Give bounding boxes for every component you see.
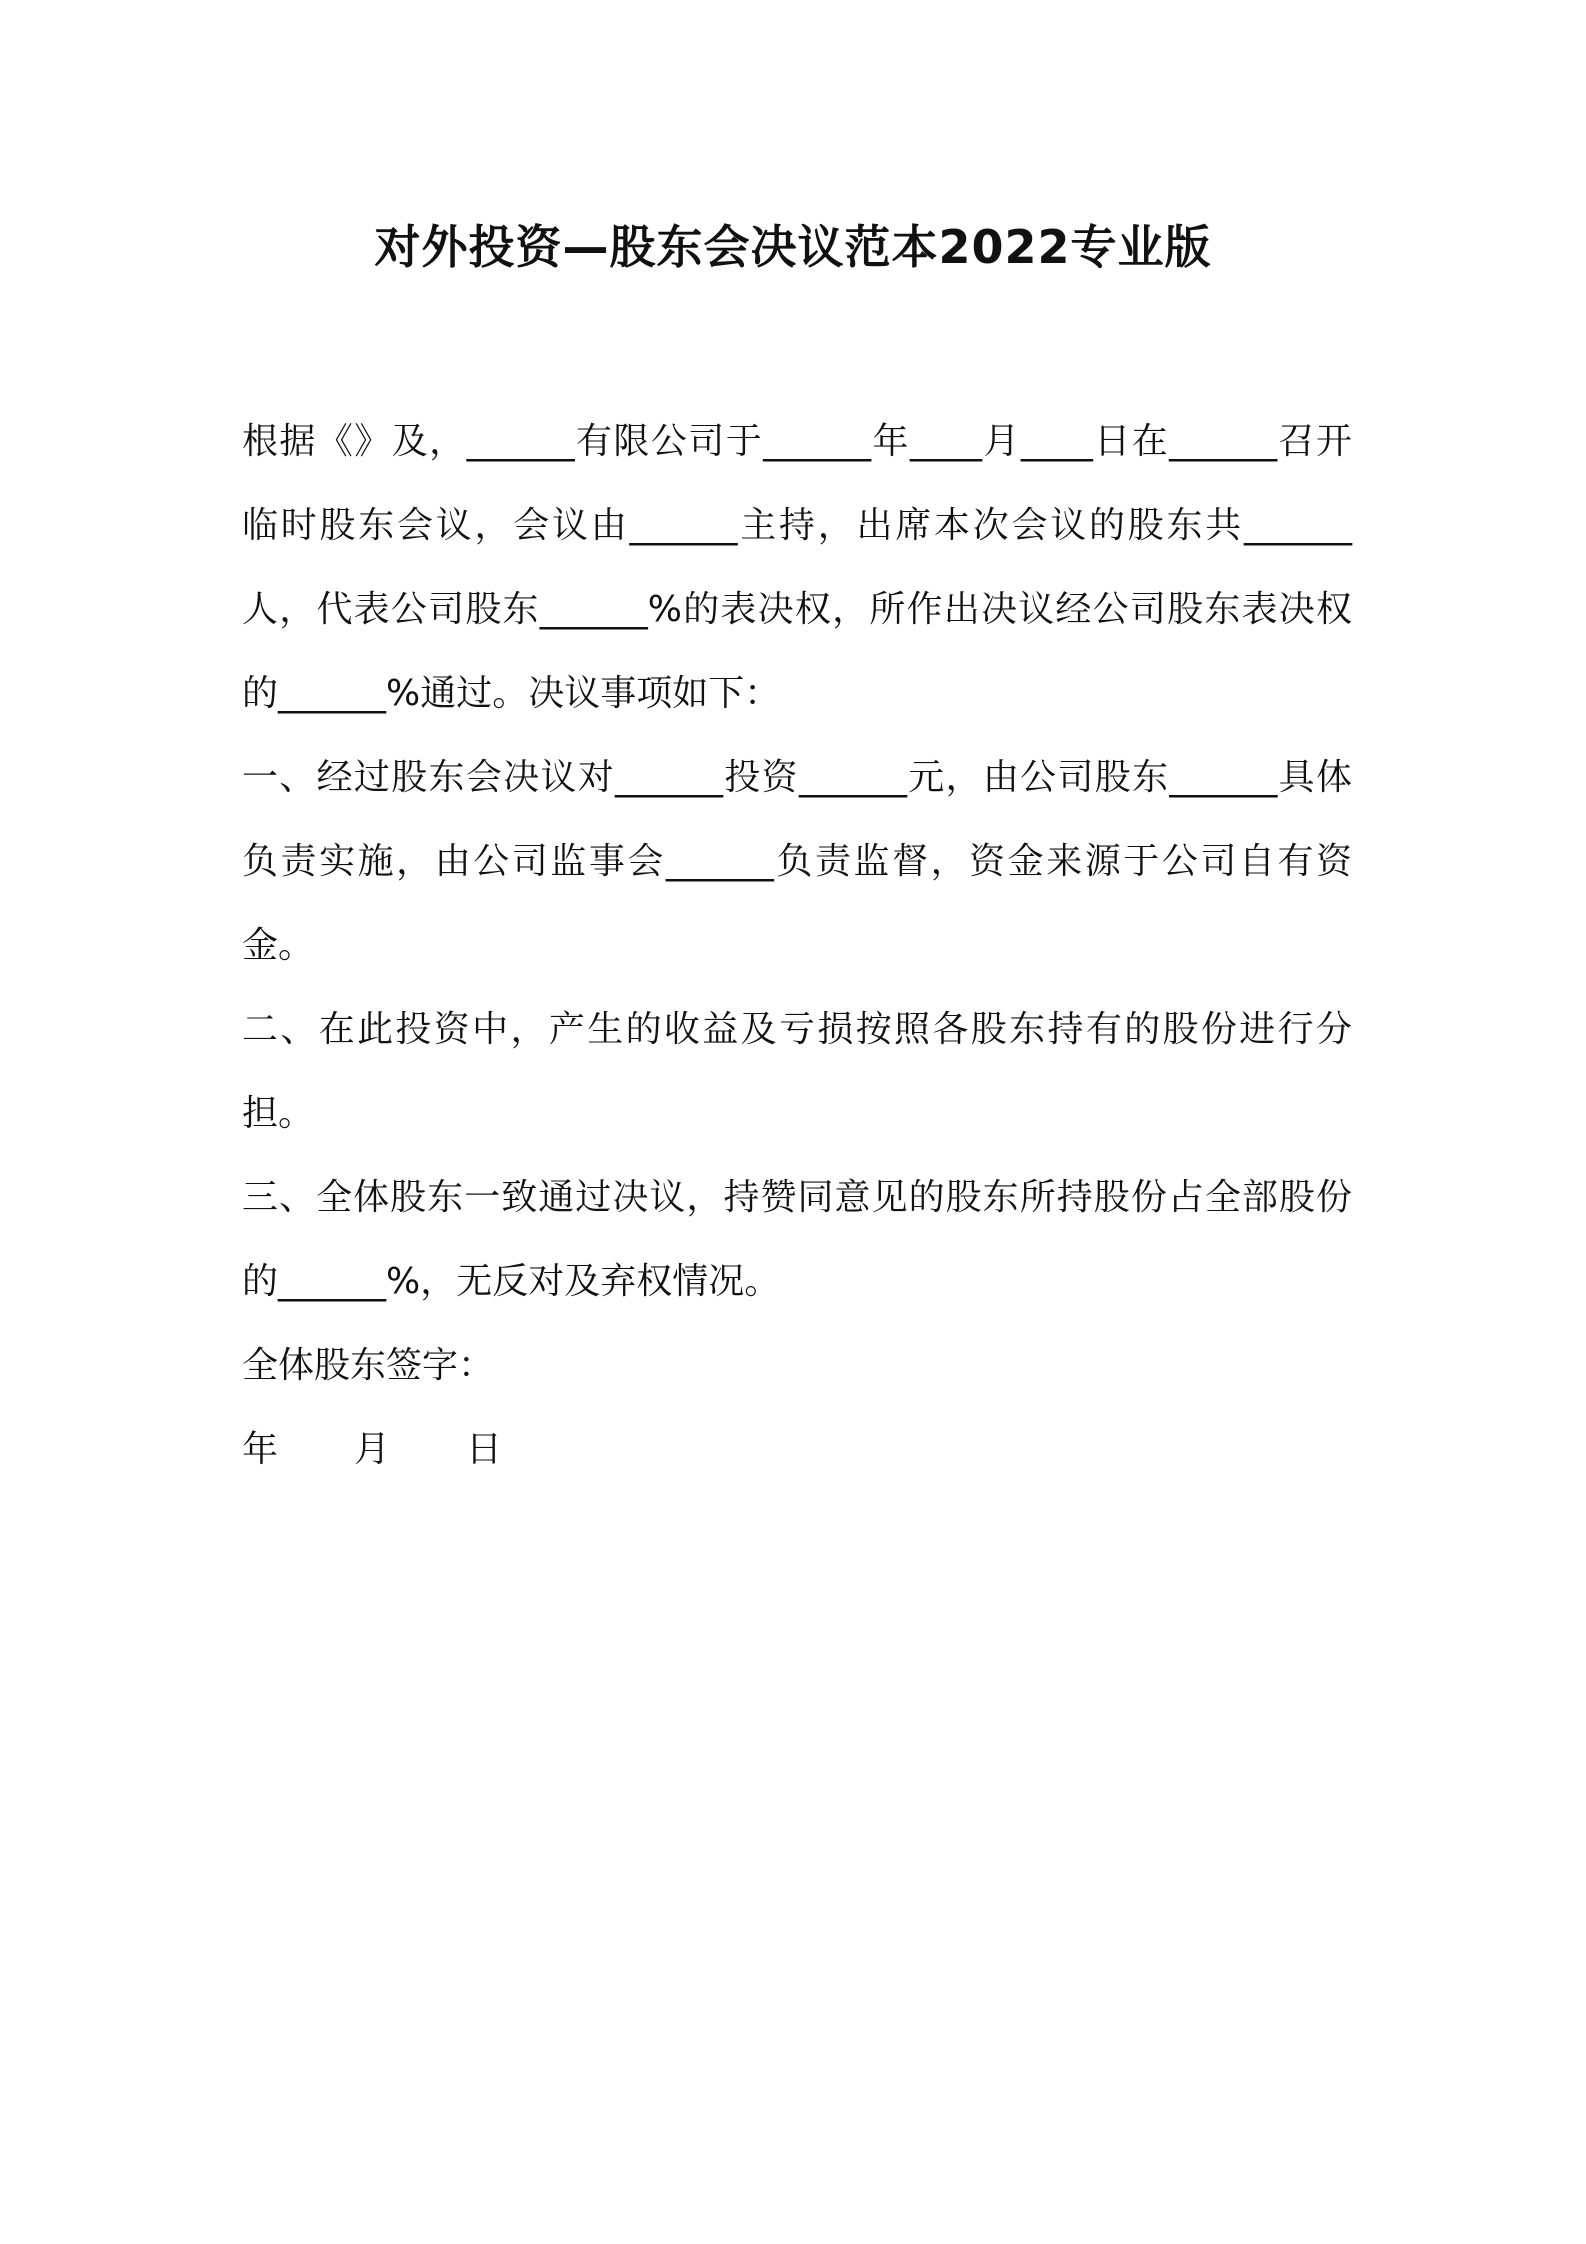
date-month-label: 月 <box>354 1429 391 1470</box>
paragraph-item-3: 三、全体股东一致通过决议，持赞同意见的股东所持股份占全部股份的______%，无反对及弃权情况。 <box>242 1177 1352 1302</box>
paragraph-intro: 根据《》及，______有限公司于______年____月____日在______召开临时股东会议，会议由______主持，出席本次会议的股东共______人，代表公司股东______%的表决权，所作出决议经公司股东表决权的______%通过。决议事项如下： <box>242 421 1352 714</box>
date-year-label: 年 <box>242 1429 279 1470</box>
document-body <box>242 400 1352 1492</box>
paragraph-item-2: 二、在此投资中，产生的收益及亏损按照各股东持有的股份进行分担。 <box>242 1009 1352 1134</box>
paragraph-item-1: 一、经过股东会决议对______投资______元，由公司股东______具体负责实施，由公司监事会______负责监督，资金来源于公司自有资金。 <box>242 757 1352 966</box>
date-line <box>242 1408 1352 1492</box>
date-day-label: 日 <box>466 1429 503 1470</box>
document-title: 对外投资—股东会决议范本2022专业版 <box>374 220 1212 274</box>
signature-label: 全体股东签字： <box>242 1345 495 1386</box>
